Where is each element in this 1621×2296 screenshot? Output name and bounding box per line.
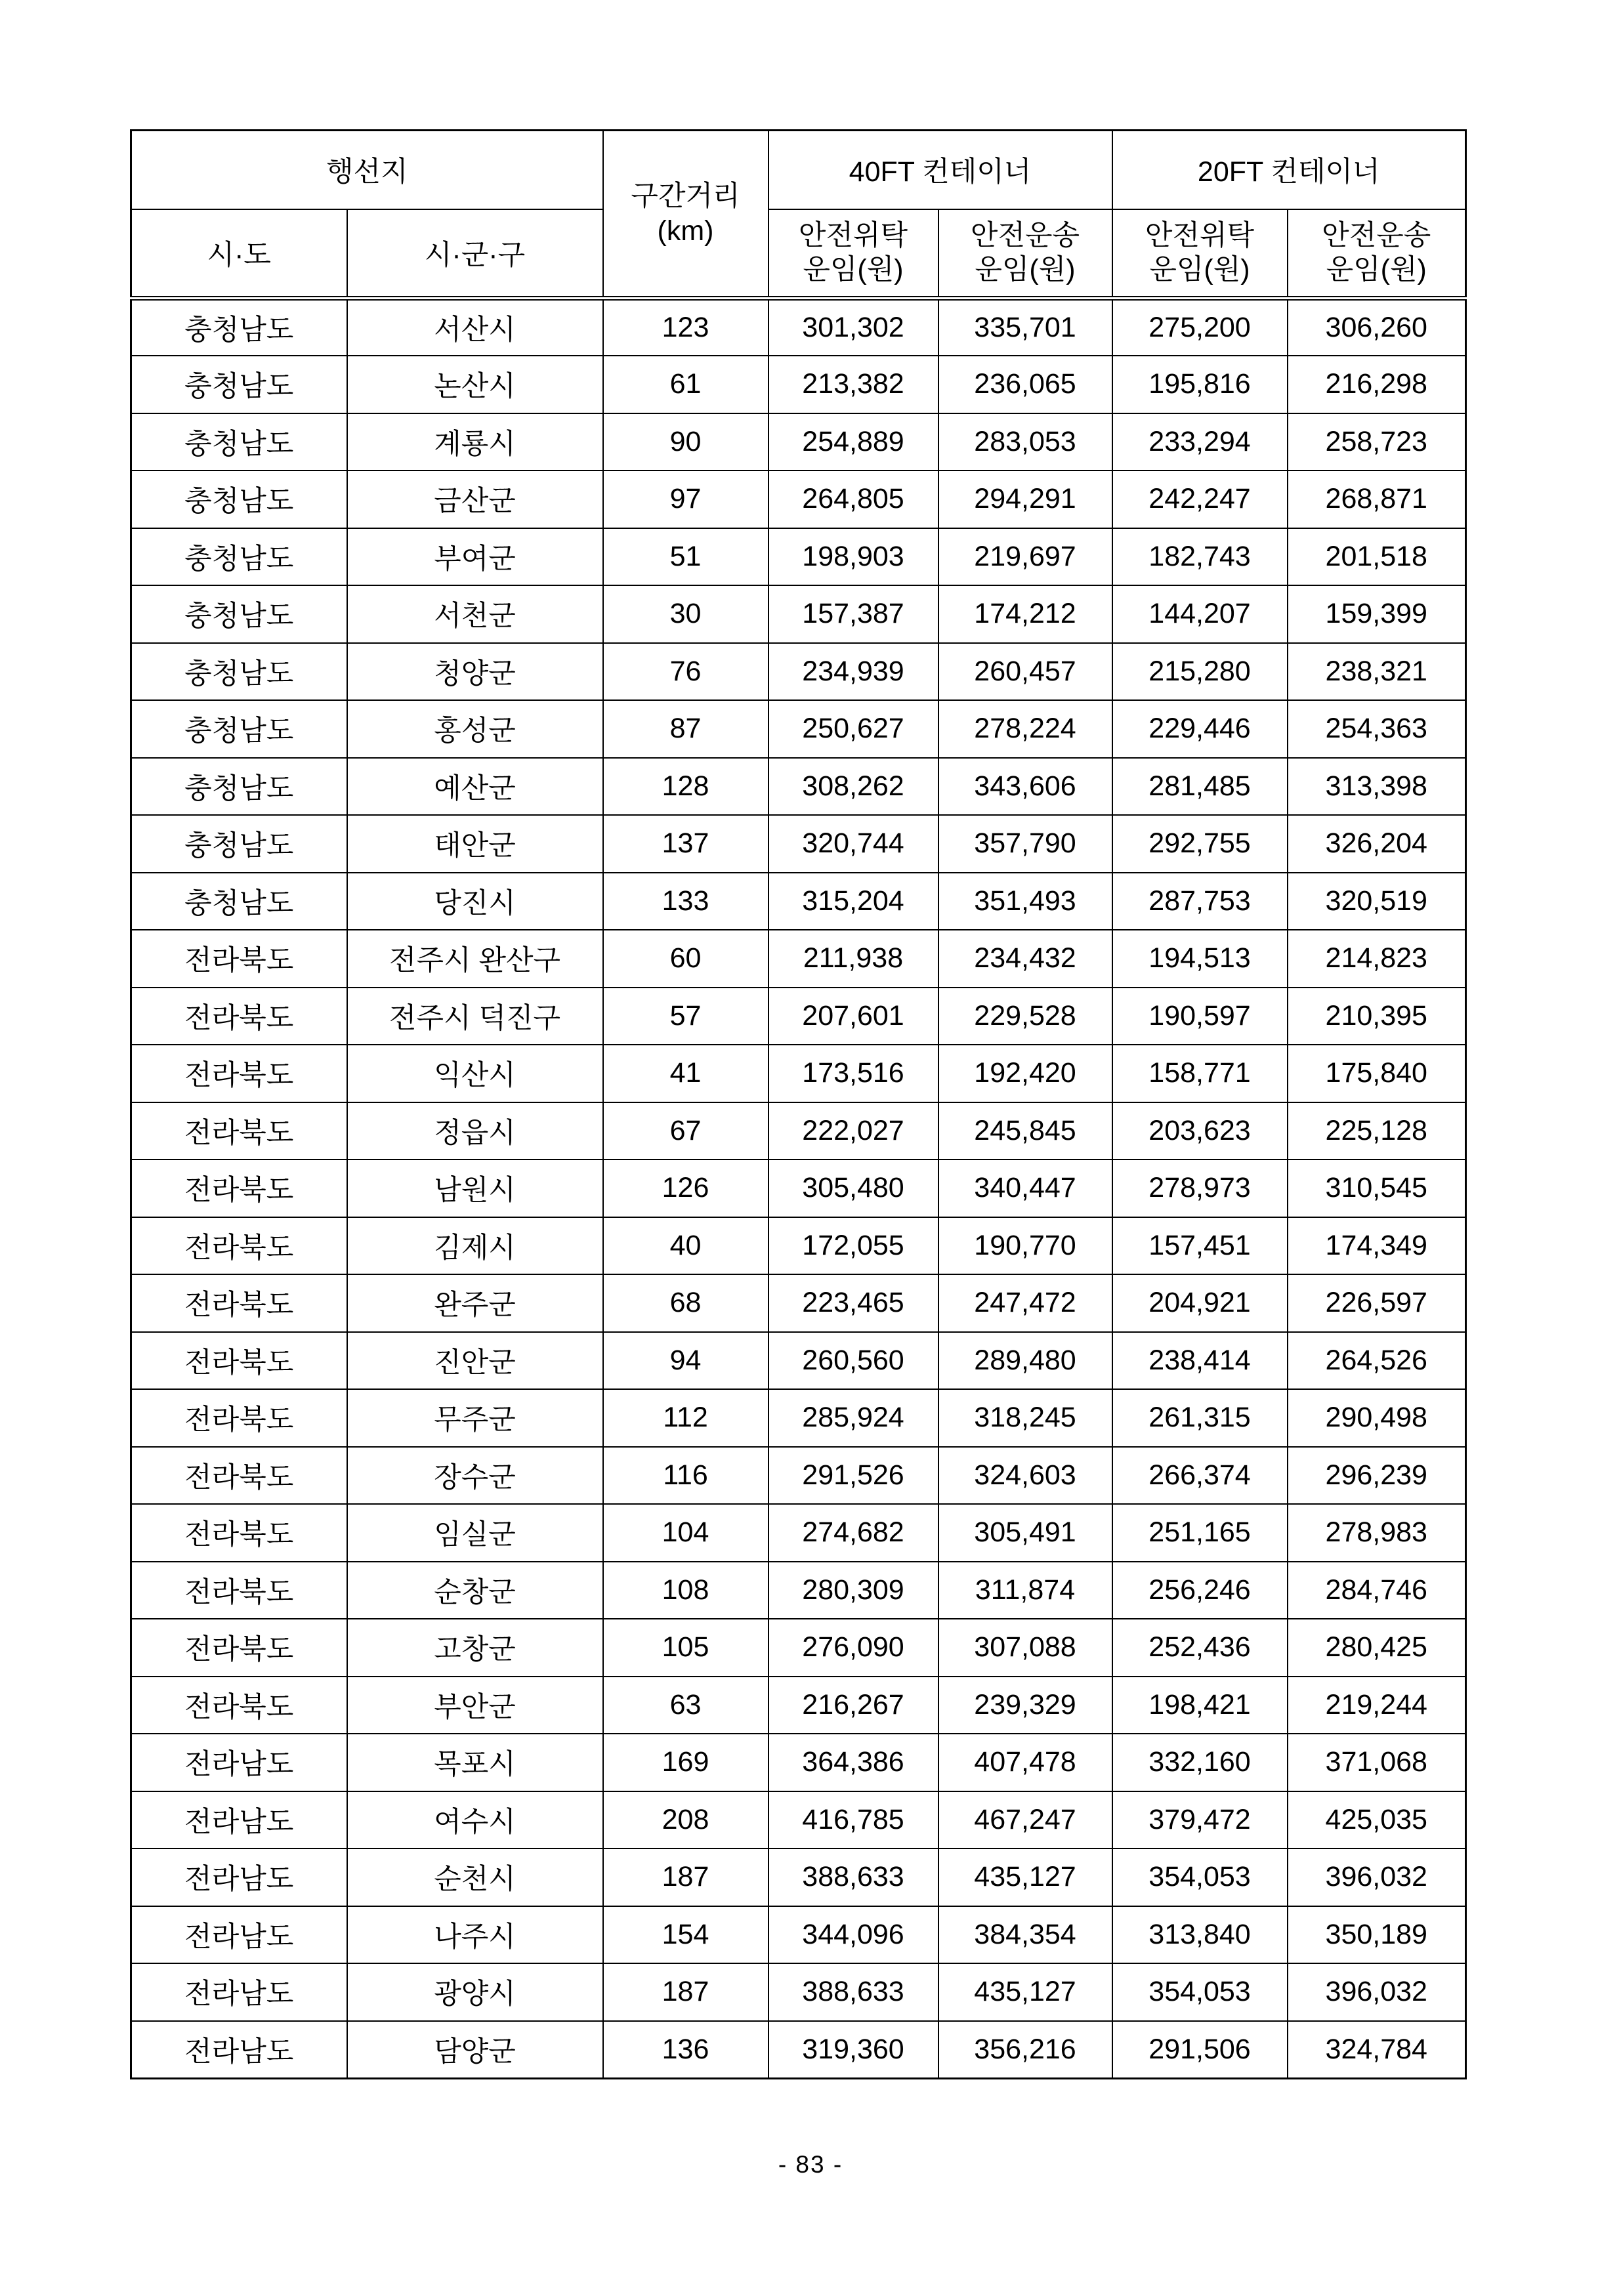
header-distance-line2: (km) bbox=[657, 215, 714, 247]
cell-20ft-consignment-fare: 287,753 bbox=[1112, 873, 1288, 930]
cell-20ft-consignment-fare: 144,207 bbox=[1112, 585, 1288, 643]
cell-sigungu: 부안군 bbox=[347, 1677, 603, 1734]
cell-sido: 전라북도 bbox=[131, 1159, 347, 1217]
cell-20ft-consignment-fare: 292,755 bbox=[1112, 815, 1288, 873]
cell-40ft-transport-fare: 324,603 bbox=[938, 1447, 1112, 1505]
table-row bbox=[131, 1389, 1466, 1447]
table-row bbox=[131, 873, 1466, 930]
cell-40ft-transport-fare: 407,478 bbox=[938, 1734, 1112, 1791]
cell-sigungu: 계룡시 bbox=[347, 413, 603, 471]
cell-20ft-transport-fare: 159,399 bbox=[1288, 585, 1466, 643]
cell-40ft-consignment-fare: 319,360 bbox=[768, 2021, 938, 2079]
cell-40ft-transport-fare: 356,216 bbox=[938, 2021, 1112, 2079]
cell-40ft-transport-fare: 283,053 bbox=[938, 413, 1112, 471]
table-row bbox=[131, 1677, 1466, 1734]
cell-20ft-transport-fare: 296,239 bbox=[1288, 1447, 1466, 1505]
table-row bbox=[131, 1963, 1466, 2021]
cell-40ft-consignment-fare: 364,386 bbox=[768, 1734, 938, 1791]
cell-40ft-transport-fare: 435,127 bbox=[938, 1848, 1112, 1906]
cell-40ft-consignment-fare: 305,480 bbox=[768, 1159, 938, 1217]
table-row bbox=[131, 470, 1466, 528]
cell-distance-km: 187 bbox=[603, 1963, 768, 2021]
cell-20ft-transport-fare: 326,204 bbox=[1288, 815, 1466, 873]
cell-distance-km: 137 bbox=[603, 815, 768, 873]
header-40ft-transport-fare bbox=[938, 209, 1112, 299]
cell-sido: 전라남도 bbox=[131, 1963, 347, 2021]
cell-20ft-consignment-fare: 278,973 bbox=[1112, 1159, 1288, 1217]
cell-20ft-consignment-fare: 252,436 bbox=[1112, 1619, 1288, 1677]
cell-sigungu: 장수군 bbox=[347, 1447, 603, 1505]
cell-20ft-consignment-fare: 266,374 bbox=[1112, 1447, 1288, 1505]
cell-20ft-transport-fare: 320,519 bbox=[1288, 873, 1466, 930]
cell-distance-km: 30 bbox=[603, 585, 768, 643]
cell-40ft-transport-fare: 229,528 bbox=[938, 988, 1112, 1045]
table-row bbox=[131, 1332, 1466, 1390]
cell-20ft-transport-fare: 174,349 bbox=[1288, 1217, 1466, 1275]
header-20ft-consignment-fare bbox=[1112, 209, 1288, 299]
table-row bbox=[131, 299, 1466, 356]
cell-distance-km: 104 bbox=[603, 1504, 768, 1562]
cell-40ft-consignment-fare: 416,785 bbox=[768, 1791, 938, 1849]
table-row bbox=[131, 1045, 1466, 1102]
cell-40ft-transport-fare: 245,845 bbox=[938, 1102, 1112, 1160]
cell-sigungu: 임실군 bbox=[347, 1504, 603, 1562]
cell-sido: 전라남도 bbox=[131, 1734, 347, 1791]
table-row bbox=[131, 2021, 1466, 2079]
cell-20ft-transport-fare: 238,321 bbox=[1288, 643, 1466, 701]
cell-40ft-transport-fare: 305,491 bbox=[938, 1504, 1112, 1562]
cell-40ft-transport-fare: 260,457 bbox=[938, 643, 1112, 701]
table-row bbox=[131, 1619, 1466, 1677]
cell-20ft-transport-fare: 219,244 bbox=[1288, 1677, 1466, 1734]
header-20ft-transport-line1: 안전운송 bbox=[1322, 219, 1431, 251]
cell-40ft-consignment-fare: 285,924 bbox=[768, 1389, 938, 1447]
cell-sigungu: 예산군 bbox=[347, 758, 603, 816]
cell-40ft-consignment-fare: 320,744 bbox=[768, 815, 938, 873]
cell-40ft-transport-fare: 384,354 bbox=[938, 1906, 1112, 1964]
table-row bbox=[131, 988, 1466, 1045]
cell-sigungu: 무주군 bbox=[347, 1389, 603, 1447]
cell-40ft-consignment-fare: 254,889 bbox=[768, 413, 938, 471]
cell-sido: 전라북도 bbox=[131, 1274, 347, 1332]
header-20ft-consignment-line2: 운임(원) bbox=[1149, 254, 1250, 286]
cell-20ft-consignment-fare: 291,506 bbox=[1112, 2021, 1288, 2079]
cell-40ft-transport-fare: 234,432 bbox=[938, 930, 1112, 988]
cell-distance-km: 57 bbox=[603, 988, 768, 1045]
cell-40ft-consignment-fare: 222,027 bbox=[768, 1102, 938, 1160]
cell-sido: 충청남도 bbox=[131, 299, 347, 356]
cell-20ft-consignment-fare: 194,513 bbox=[1112, 930, 1288, 988]
cell-40ft-consignment-fare: 308,262 bbox=[768, 758, 938, 816]
cell-20ft-consignment-fare: 379,472 bbox=[1112, 1791, 1288, 1849]
cell-40ft-transport-fare: 318,245 bbox=[938, 1389, 1112, 1447]
cell-distance-km: 126 bbox=[603, 1159, 768, 1217]
table-row bbox=[131, 1217, 1466, 1275]
cell-20ft-consignment-fare: 242,247 bbox=[1112, 470, 1288, 528]
cell-40ft-consignment-fare: 198,903 bbox=[768, 528, 938, 586]
cell-sido: 전라북도 bbox=[131, 1102, 347, 1160]
cell-sigungu: 여수시 bbox=[347, 1791, 603, 1849]
cell-40ft-consignment-fare: 276,090 bbox=[768, 1619, 938, 1677]
cell-20ft-transport-fare: 290,498 bbox=[1288, 1389, 1466, 1447]
cell-40ft-transport-fare: 335,701 bbox=[938, 299, 1112, 356]
cell-20ft-consignment-fare: 229,446 bbox=[1112, 700, 1288, 758]
cell-40ft-consignment-fare: 260,560 bbox=[768, 1332, 938, 1390]
cell-40ft-consignment-fare: 264,805 bbox=[768, 470, 938, 528]
cell-sigungu: 남원시 bbox=[347, 1159, 603, 1217]
fare-table-header bbox=[131, 131, 1466, 299]
cell-40ft-transport-fare: 289,480 bbox=[938, 1332, 1112, 1390]
cell-20ft-consignment-fare: 195,816 bbox=[1112, 356, 1288, 413]
cell-sido: 충청남도 bbox=[131, 585, 347, 643]
cell-distance-km: 90 bbox=[603, 413, 768, 471]
cell-40ft-transport-fare: 219,697 bbox=[938, 528, 1112, 586]
cell-40ft-transport-fare: 435,127 bbox=[938, 1963, 1112, 2021]
cell-20ft-consignment-fare: 182,743 bbox=[1112, 528, 1288, 586]
cell-20ft-consignment-fare: 190,597 bbox=[1112, 988, 1288, 1045]
cell-sido: 충청남도 bbox=[131, 873, 347, 930]
cell-sido: 충청남도 bbox=[131, 356, 347, 413]
cell-40ft-consignment-fare: 172,055 bbox=[768, 1217, 938, 1275]
cell-40ft-consignment-fare: 223,465 bbox=[768, 1274, 938, 1332]
cell-40ft-consignment-fare: 388,633 bbox=[768, 1963, 938, 2021]
cell-sigungu: 서천군 bbox=[347, 585, 603, 643]
cell-20ft-consignment-fare: 158,771 bbox=[1112, 1045, 1288, 1102]
table-row bbox=[131, 1906, 1466, 1964]
cell-20ft-consignment-fare: 198,421 bbox=[1112, 1677, 1288, 1734]
cell-sido: 전라남도 bbox=[131, 1791, 347, 1849]
cell-sido: 전라북도 bbox=[131, 1504, 347, 1562]
cell-20ft-transport-fare: 268,871 bbox=[1288, 470, 1466, 528]
cell-sido: 충청남도 bbox=[131, 413, 347, 471]
cell-20ft-transport-fare: 371,068 bbox=[1288, 1734, 1466, 1791]
table-row bbox=[131, 528, 1466, 586]
header-40ft-consignment-line2: 운임(원) bbox=[803, 254, 904, 286]
table-row bbox=[131, 1159, 1466, 1217]
header-distance-km bbox=[603, 131, 768, 299]
cell-40ft-transport-fare: 357,790 bbox=[938, 815, 1112, 873]
cell-20ft-consignment-fare: 215,280 bbox=[1112, 643, 1288, 701]
cell-40ft-transport-fare: 236,065 bbox=[938, 356, 1112, 413]
cell-20ft-transport-fare: 175,840 bbox=[1288, 1045, 1466, 1102]
cell-distance-km: 208 bbox=[603, 1791, 768, 1849]
cell-20ft-transport-fare: 201,518 bbox=[1288, 528, 1466, 586]
cell-distance-km: 60 bbox=[603, 930, 768, 988]
cell-sido: 전라북도 bbox=[131, 1045, 347, 1102]
header-row-columns bbox=[131, 209, 1466, 299]
cell-40ft-transport-fare: 307,088 bbox=[938, 1619, 1112, 1677]
cell-20ft-transport-fare: 425,035 bbox=[1288, 1791, 1466, 1849]
cell-sigungu: 태안군 bbox=[347, 815, 603, 873]
cell-sigungu: 완주군 bbox=[347, 1274, 603, 1332]
cell-distance-km: 97 bbox=[603, 470, 768, 528]
cell-20ft-transport-fare: 225,128 bbox=[1288, 1102, 1466, 1160]
cell-20ft-consignment-fare: 157,451 bbox=[1112, 1217, 1288, 1275]
cell-40ft-transport-fare: 340,447 bbox=[938, 1159, 1112, 1217]
cell-40ft-consignment-fare: 207,601 bbox=[768, 988, 938, 1045]
cell-sido: 전라남도 bbox=[131, 1906, 347, 1964]
header-20ft-consignment-line1: 안전위탁 bbox=[1145, 219, 1255, 251]
cell-40ft-consignment-fare: 173,516 bbox=[768, 1045, 938, 1102]
header-40ft-transport-line1: 안전운송 bbox=[970, 219, 1080, 251]
cell-40ft-transport-fare: 190,770 bbox=[938, 1217, 1112, 1275]
header-sigungu: 시·군·구 bbox=[347, 209, 603, 299]
cell-20ft-transport-fare: 284,746 bbox=[1288, 1562, 1466, 1619]
container-fare-table bbox=[130, 129, 1467, 2079]
cell-40ft-transport-fare: 247,472 bbox=[938, 1274, 1112, 1332]
cell-sido: 충청남도 bbox=[131, 528, 347, 586]
cell-40ft-consignment-fare: 388,633 bbox=[768, 1848, 938, 1906]
cell-sido: 전라북도 bbox=[131, 1677, 347, 1734]
cell-sido: 전라북도 bbox=[131, 1619, 347, 1677]
table-row bbox=[131, 643, 1466, 701]
cell-40ft-transport-fare: 192,420 bbox=[938, 1045, 1112, 1102]
header-distance-line1: 구간거리 bbox=[631, 180, 740, 213]
cell-sigungu: 금산군 bbox=[347, 470, 603, 528]
cell-40ft-consignment-fare: 250,627 bbox=[768, 700, 938, 758]
cell-sido: 전라북도 bbox=[131, 1217, 347, 1275]
cell-distance-km: 105 bbox=[603, 1619, 768, 1677]
cell-sido: 충청남도 bbox=[131, 700, 347, 758]
cell-sido: 충청남도 bbox=[131, 470, 347, 528]
cell-sido: 전라북도 bbox=[131, 1562, 347, 1619]
cell-sigungu: 익산시 bbox=[347, 1045, 603, 1102]
table-row bbox=[131, 1791, 1466, 1849]
page-number: - 83 - bbox=[778, 2151, 843, 2178]
cell-20ft-transport-fare: 350,189 bbox=[1288, 1906, 1466, 1964]
cell-40ft-consignment-fare: 344,096 bbox=[768, 1906, 938, 1964]
table-row bbox=[131, 1102, 1466, 1160]
cell-40ft-consignment-fare: 274,682 bbox=[768, 1504, 938, 1562]
cell-sido: 전라북도 bbox=[131, 1389, 347, 1447]
cell-20ft-transport-fare: 226,597 bbox=[1288, 1274, 1466, 1332]
cell-sigungu: 청양군 bbox=[347, 643, 603, 701]
cell-20ft-consignment-fare: 261,315 bbox=[1112, 1389, 1288, 1447]
cell-distance-km: 154 bbox=[603, 1906, 768, 1964]
header-40ft-container: 40FT 컨테이너 bbox=[768, 131, 1112, 209]
header-destination: 행선지 bbox=[131, 131, 603, 209]
cell-distance-km: 76 bbox=[603, 643, 768, 701]
cell-sigungu: 진안군 bbox=[347, 1332, 603, 1390]
table-row bbox=[131, 700, 1466, 758]
cell-40ft-consignment-fare: 234,939 bbox=[768, 643, 938, 701]
fare-table-body bbox=[131, 299, 1466, 2079]
cell-sigungu: 홍성군 bbox=[347, 700, 603, 758]
cell-20ft-consignment-fare: 233,294 bbox=[1112, 413, 1288, 471]
table-row bbox=[131, 356, 1466, 413]
cell-20ft-transport-fare: 313,398 bbox=[1288, 758, 1466, 816]
cell-20ft-transport-fare: 258,723 bbox=[1288, 413, 1466, 471]
cell-40ft-consignment-fare: 280,309 bbox=[768, 1562, 938, 1619]
cell-sido: 전라북도 bbox=[131, 1332, 347, 1390]
table-row bbox=[131, 1274, 1466, 1332]
cell-40ft-consignment-fare: 301,302 bbox=[768, 299, 938, 356]
cell-distance-km: 116 bbox=[603, 1447, 768, 1505]
table-row bbox=[131, 758, 1466, 816]
cell-distance-km: 40 bbox=[603, 1217, 768, 1275]
header-20ft-transport-line2: 운임(원) bbox=[1326, 254, 1427, 286]
cell-distance-km: 128 bbox=[603, 758, 768, 816]
cell-20ft-consignment-fare: 354,053 bbox=[1112, 1963, 1288, 2021]
cell-40ft-transport-fare: 351,493 bbox=[938, 873, 1112, 930]
cell-distance-km: 136 bbox=[603, 2021, 768, 2079]
cell-distance-km: 67 bbox=[603, 1102, 768, 1160]
cell-sigungu: 전주시 완산구 bbox=[347, 930, 603, 988]
cell-20ft-transport-fare: 254,363 bbox=[1288, 700, 1466, 758]
cell-sigungu: 서산시 bbox=[347, 299, 603, 356]
cell-20ft-transport-fare: 306,260 bbox=[1288, 299, 1466, 356]
cell-distance-km: 51 bbox=[603, 528, 768, 586]
cell-40ft-consignment-fare: 157,387 bbox=[768, 585, 938, 643]
cell-sigungu: 당진시 bbox=[347, 873, 603, 930]
cell-sido: 충청남도 bbox=[131, 758, 347, 816]
header-40ft-transport-line2: 운임(원) bbox=[975, 254, 1076, 286]
cell-40ft-transport-fare: 294,291 bbox=[938, 470, 1112, 528]
cell-sigungu: 순창군 bbox=[347, 1562, 603, 1619]
cell-40ft-transport-fare: 311,874 bbox=[938, 1562, 1112, 1619]
cell-40ft-consignment-fare: 315,204 bbox=[768, 873, 938, 930]
cell-distance-km: 187 bbox=[603, 1848, 768, 1906]
cell-40ft-transport-fare: 343,606 bbox=[938, 758, 1112, 816]
cell-40ft-consignment-fare: 216,267 bbox=[768, 1677, 938, 1734]
table-row bbox=[131, 1447, 1466, 1505]
cell-sigungu: 정읍시 bbox=[347, 1102, 603, 1160]
cell-20ft-transport-fare: 278,983 bbox=[1288, 1504, 1466, 1562]
cell-sido: 전라남도 bbox=[131, 2021, 347, 2079]
cell-distance-km: 63 bbox=[603, 1677, 768, 1734]
cell-sigungu: 전주시 덕진구 bbox=[347, 988, 603, 1045]
cell-20ft-transport-fare: 264,526 bbox=[1288, 1332, 1466, 1390]
cell-20ft-transport-fare: 396,032 bbox=[1288, 1963, 1466, 2021]
cell-20ft-consignment-fare: 238,414 bbox=[1112, 1332, 1288, 1390]
header-40ft-consignment-fare bbox=[768, 209, 938, 299]
cell-20ft-consignment-fare: 204,921 bbox=[1112, 1274, 1288, 1332]
cell-sido: 전라북도 bbox=[131, 988, 347, 1045]
table-row bbox=[131, 585, 1466, 643]
header-20ft-container: 20FT 컨테이너 bbox=[1112, 131, 1466, 209]
cell-40ft-transport-fare: 239,329 bbox=[938, 1677, 1112, 1734]
cell-20ft-consignment-fare: 203,623 bbox=[1112, 1102, 1288, 1160]
table-row bbox=[131, 1848, 1466, 1906]
cell-sigungu: 광양시 bbox=[347, 1963, 603, 2021]
cell-20ft-transport-fare: 310,545 bbox=[1288, 1159, 1466, 1217]
cell-40ft-consignment-fare: 213,382 bbox=[768, 356, 938, 413]
cell-20ft-consignment-fare: 354,053 bbox=[1112, 1848, 1288, 1906]
cell-distance-km: 123 bbox=[603, 299, 768, 356]
cell-sigungu: 논산시 bbox=[347, 356, 603, 413]
cell-20ft-transport-fare: 396,032 bbox=[1288, 1848, 1466, 1906]
cell-20ft-consignment-fare: 275,200 bbox=[1112, 299, 1288, 356]
cell-distance-km: 61 bbox=[603, 356, 768, 413]
table-row bbox=[131, 1504, 1466, 1562]
cell-40ft-consignment-fare: 291,526 bbox=[768, 1447, 938, 1505]
cell-sido: 전라남도 bbox=[131, 1848, 347, 1906]
cell-distance-km: 87 bbox=[603, 700, 768, 758]
cell-distance-km: 108 bbox=[603, 1562, 768, 1619]
cell-20ft-consignment-fare: 313,840 bbox=[1112, 1906, 1288, 1964]
cell-20ft-transport-fare: 210,395 bbox=[1288, 988, 1466, 1045]
cell-sido: 충청남도 bbox=[131, 815, 347, 873]
cell-sigungu: 김제시 bbox=[347, 1217, 603, 1275]
cell-distance-km: 112 bbox=[603, 1389, 768, 1447]
table-row bbox=[131, 1734, 1466, 1791]
cell-distance-km: 94 bbox=[603, 1332, 768, 1390]
cell-20ft-transport-fare: 216,298 bbox=[1288, 356, 1466, 413]
cell-40ft-transport-fare: 174,212 bbox=[938, 585, 1112, 643]
table-row bbox=[131, 413, 1466, 471]
cell-sido: 전라북도 bbox=[131, 1447, 347, 1505]
cell-20ft-transport-fare: 214,823 bbox=[1288, 930, 1466, 988]
table-row bbox=[131, 815, 1466, 873]
cell-distance-km: 133 bbox=[603, 873, 768, 930]
cell-sigungu: 목포시 bbox=[347, 1734, 603, 1791]
cell-20ft-transport-fare: 280,425 bbox=[1288, 1619, 1466, 1677]
cell-distance-km: 169 bbox=[603, 1734, 768, 1791]
cell-sigungu: 부여군 bbox=[347, 528, 603, 586]
header-row-groups bbox=[131, 131, 1466, 209]
cell-20ft-consignment-fare: 281,485 bbox=[1112, 758, 1288, 816]
cell-40ft-consignment-fare: 211,938 bbox=[768, 930, 938, 988]
cell-sigungu: 담양군 bbox=[347, 2021, 603, 2079]
cell-20ft-consignment-fare: 251,165 bbox=[1112, 1504, 1288, 1562]
cell-sigungu: 나주시 bbox=[347, 1906, 603, 1964]
header-sido: 시·도 bbox=[131, 209, 347, 299]
cell-20ft-consignment-fare: 332,160 bbox=[1112, 1734, 1288, 1791]
cell-40ft-transport-fare: 467,247 bbox=[938, 1791, 1112, 1849]
header-40ft-consignment-line1: 안전위탁 bbox=[798, 219, 908, 251]
cell-distance-km: 41 bbox=[603, 1045, 768, 1102]
header-20ft-transport-fare bbox=[1288, 209, 1466, 299]
table-row bbox=[131, 1562, 1466, 1619]
cell-20ft-transport-fare: 324,784 bbox=[1288, 2021, 1466, 2079]
cell-sido: 전라북도 bbox=[131, 930, 347, 988]
cell-distance-km: 68 bbox=[603, 1274, 768, 1332]
cell-20ft-consignment-fare: 256,246 bbox=[1112, 1562, 1288, 1619]
cell-sigungu: 고창군 bbox=[347, 1619, 603, 1677]
cell-sido: 충청남도 bbox=[131, 643, 347, 701]
table-row bbox=[131, 930, 1466, 988]
cell-sigungu: 순천시 bbox=[347, 1848, 603, 1906]
cell-40ft-transport-fare: 278,224 bbox=[938, 700, 1112, 758]
